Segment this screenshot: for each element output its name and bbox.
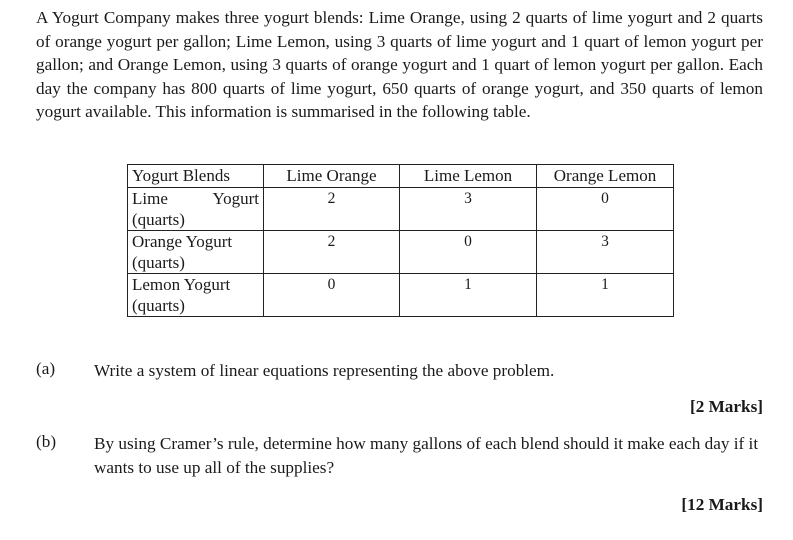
question-b-marks: [12 Marks] — [681, 495, 763, 514]
row-label-line2: (quarts) — [132, 253, 185, 272]
row-label — [128, 231, 264, 274]
question-a-marker: (a) — [36, 359, 56, 378]
row-label-line1: Orange Yogurt — [132, 232, 233, 251]
yogurt-table — [127, 164, 674, 317]
table-cell: 0 — [537, 188, 674, 231]
question-a-marks: [2 Marks] — [689, 397, 763, 416]
table-header-cell: Lime Orange — [264, 165, 400, 188]
problem-intro: A Yogurt Company makes three yogurt blends: Lime Orange, using 2 quarts of lime yogurt and 2 quarts of orange yogurt per gallon; Lime Lemon, using 3 quarts of lime yogurt and 1 quart of lemon yogurt per gallon; and Orange Lemon, using 3 quarts of orange yogurt and 1 quart of lemon yogurt per gallon. Each day the company has 800 quarts of lime yogurt, 650 quarts of orange yogurt, and 350 quarts of lemon yogurt available. This information is summarised in the following table. — [36, 8, 763, 122]
table-header-cell: Yogurt Blends — [128, 165, 264, 188]
table-header-row — [128, 165, 674, 188]
table-cell: 3 — [400, 188, 537, 231]
table-cell: 2 — [264, 231, 400, 274]
table-row — [128, 231, 674, 274]
row-label-line1: Lemon Yogurt — [132, 275, 231, 294]
row-label-line2: (quarts) — [132, 296, 185, 315]
table-cell: 3 — [537, 231, 674, 274]
table-row — [128, 274, 674, 317]
row-label-line2: (quarts) — [132, 210, 185, 229]
table-cell: 0 — [400, 231, 537, 274]
row-label-line1: Lime Yogurt — [132, 189, 259, 208]
table-header-cell: Orange Lemon — [537, 165, 674, 188]
table-cell: 1 — [400, 274, 537, 317]
table-header-cell: Lime Lemon — [400, 165, 537, 188]
table-row — [128, 188, 674, 231]
question-a-text: Write a system of linear equations representing the above problem. — [94, 361, 555, 380]
table-cell: 2 — [264, 188, 400, 231]
question-b-marker: (b) — [36, 432, 57, 451]
row-label — [128, 274, 264, 317]
question-b-text: By using Cramer’s rule, determine how many gallons of each blend should it make each day if it wants to use up all of the supplies? — [94, 434, 759, 477]
table-cell: 0 — [264, 274, 400, 317]
table-cell: 1 — [537, 274, 674, 317]
row-label — [128, 188, 264, 231]
